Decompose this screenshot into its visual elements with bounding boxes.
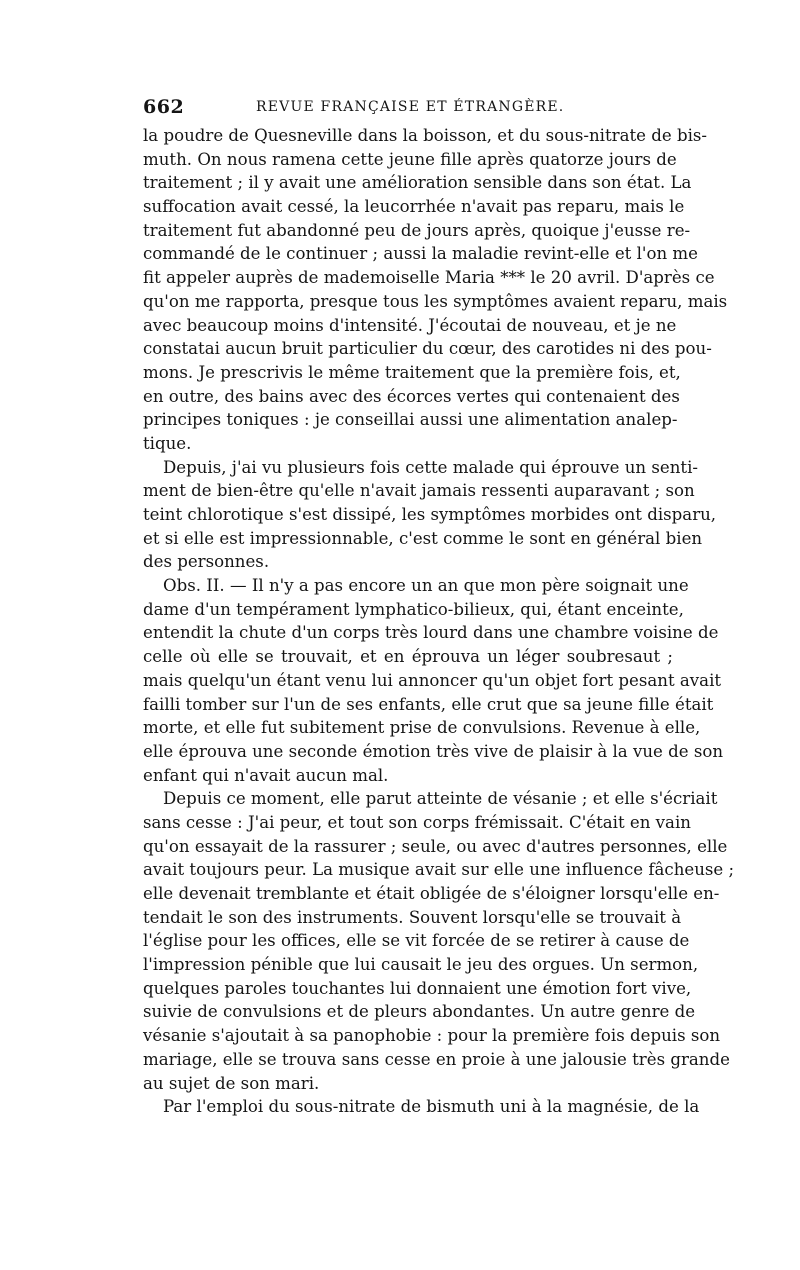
text-line: mons. Je prescrivis le même traitement que la première fois, et, bbox=[143, 362, 681, 382]
text-line: tique. bbox=[143, 433, 192, 453]
text-line: Depuis ce moment, elle parut atteinte de vésanie ; et elle s'écriait bbox=[163, 789, 718, 809]
text-line: l'impression pénible que lui causait le jeu des orgues. Un sermon, bbox=[143, 955, 699, 975]
text-line: principes toniques : je conseillai aussi une alimentation analep- bbox=[143, 410, 678, 430]
text-line: ment de bien-être qu'elle n'avait jamais ressenti auparavant ; son bbox=[143, 481, 695, 501]
text-line: suivie de convulsions et de pleurs abondantes. Un autre genre de bbox=[143, 1002, 696, 1022]
text-line: Par l'emploi du sous-nitrate de bismuth uni à la magnésie, de la bbox=[163, 1097, 700, 1117]
text-line: suffocation avait cessé, la leucorrhée n'avait pas reparu, mais le bbox=[143, 197, 685, 217]
text-line: celle où elle se trouvait, et en éprouva un léger soubresaut ; bbox=[143, 647, 673, 667]
text-line: avec beaucoup moins d'intensité. J'écoutai de nouveau, et je ne bbox=[143, 315, 677, 335]
text-line: qu'on me rapporta, presque tous les symptômes avaient reparu, mais bbox=[143, 291, 728, 311]
page-header bbox=[143, 96, 673, 124]
text-line: traitement fut abandonné peu de jours après, quoique j'eusse re- bbox=[143, 220, 691, 240]
text-line: Obs. II. — Il n'y a pas encore un an que mon père soignait une bbox=[163, 576, 689, 596]
text-line: en outre, des bains avec des écorces vertes qui contenaient des bbox=[143, 386, 680, 406]
text-line: constatai aucun bruit particulier du cœur, des carotides ni des pou- bbox=[143, 339, 712, 359]
body-text bbox=[143, 124, 735, 1119]
text-line: fit appeler auprès de mademoiselle Maria *** le 20 avril. D'après ce bbox=[143, 268, 715, 288]
page-number: 662 bbox=[143, 96, 185, 118]
text-line: Depuis, j'ai vu plusieurs fois cette malade qui éprouve un senti- bbox=[163, 457, 698, 477]
text-line: traitement ; il y avait une amélioration sensible dans son état. La bbox=[143, 173, 692, 193]
text-line: sans cesse : J'ai peur, et tout son corps frémissait. C'était en vain bbox=[143, 812, 691, 832]
text-line: au sujet de son mari. bbox=[143, 1073, 320, 1093]
text-line: la poudre de Quesneville dans la boisson, et du sous-nitrate de bis- bbox=[143, 126, 707, 145]
text-line: l'église pour les offices, elle se vit forcée de se retirer à cause de bbox=[143, 931, 690, 951]
text-line: mais quelqu'un étant venu lui annoncer qu'un objet fort pesant avait bbox=[143, 670, 722, 690]
text-line: entendit la chute d'un corps très lourd dans une chambre voisine de bbox=[143, 623, 719, 643]
text-line: quelques paroles touchantes lui donnaient une émotion fort vive, bbox=[143, 978, 692, 998]
text-line: morte, et elle fut subitement prise de convulsions. Revenue à elle, bbox=[143, 718, 701, 738]
text-line: elle devenait tremblante et était obligée de s'éloigner lorsqu'elle en- bbox=[143, 884, 720, 903]
text-line: tendait le son des instruments. Souvent lorsqu'elle se trouvait à bbox=[143, 907, 682, 927]
text-line: dame d'un tempérament lymphatico-bilieux, qui, étant enceinte, bbox=[143, 599, 684, 619]
text-line: teint chlorotique s'est dissipé, les symptômes morbides ont disparu, bbox=[143, 505, 717, 524]
text-line: elle éprouva une seconde émotion très vive de plaisir à la vue de son bbox=[143, 741, 724, 761]
text-line: mariage, elle se trouva sans cesse en proie à une jalousie très grande bbox=[143, 1049, 730, 1069]
text-line: et si elle est impressionnable, c'est comme le sont en général bien bbox=[143, 528, 703, 548]
text-line: des personnes. bbox=[143, 552, 270, 572]
text-line: qu'on essayait de la rassurer ; seule, ou avec d'autres personnes, elle bbox=[143, 836, 728, 856]
text-line: failli tomber sur l'un de ses enfants, elle crut que sa jeune fille était bbox=[143, 694, 714, 714]
text-line: vésanie s'ajoutait à sa panophobie : pour la première fois depuis son bbox=[143, 1026, 721, 1046]
text-line: muth. On nous ramena cette jeune fille après quatorze jours de bbox=[143, 149, 677, 169]
text-line: avait toujours peur. La musique avait sur elle une influence fâcheuse ; bbox=[143, 860, 735, 880]
text-line: enfant qui n'avait aucun mal. bbox=[143, 765, 389, 785]
running-head: REVUE FRANÇAISE ET ÉTRANGÈRE. bbox=[256, 99, 565, 115]
text-line: commandé de le continuer ; aussi la maladie revint-elle et l'on me bbox=[143, 244, 698, 264]
book-page bbox=[143, 96, 735, 1119]
